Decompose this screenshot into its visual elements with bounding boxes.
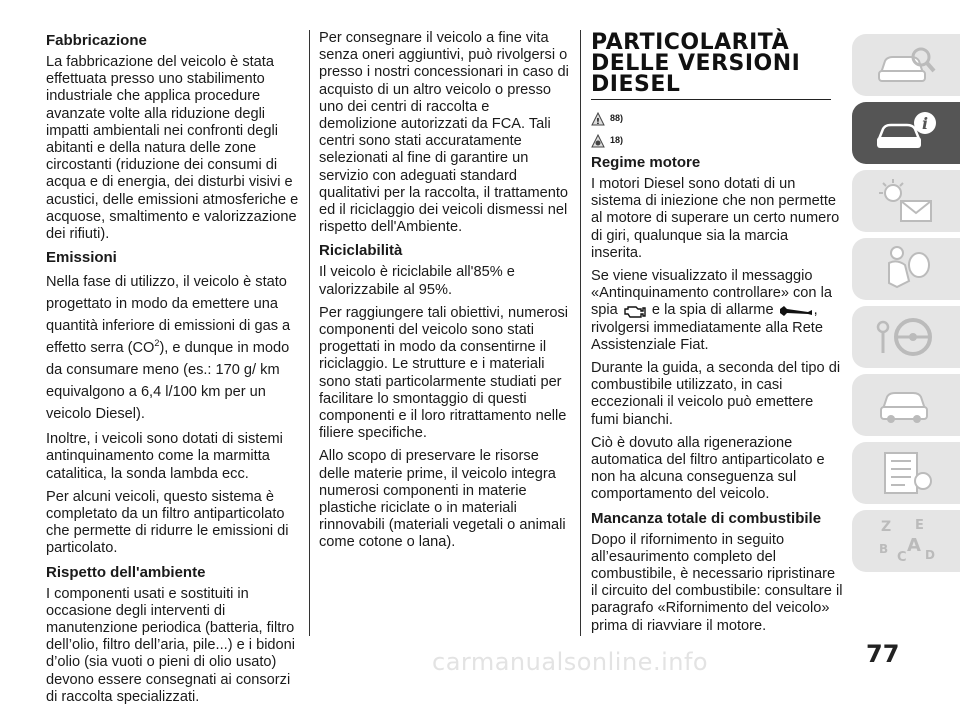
svg-text:B: B [879, 542, 889, 556]
column-divider-1 [309, 30, 310, 636]
svg-text:D: D [925, 548, 935, 562]
car-info-icon [871, 107, 941, 159]
column-left [46, 30, 301, 712]
wrench-alarm-light-icon [778, 303, 814, 319]
paragraph-fabbricazione: La fabbricazione del veicolo è stata effettuata presso uno stabilimento industriale che applica procedure avanzate volte alla riduzione degli impatti ambientali nei confronti degli abitanti e della natura delle zone circostanti (riduzione dei consumi di acqua e di energia, dei disturbi visivi e acustici, delle emissioni atmosferiche e acquose, smaltimento e valorizzazione dei rifiuti). [46, 54, 299, 243]
heading-fabbricazione: Fabbricazione [46, 32, 147, 49]
subscript-2: 2 [154, 338, 160, 349]
heading-emissioni: Emissioni [46, 249, 117, 267]
chapter-tabs [852, 34, 960, 578]
paragraph-emissioni-2: Inoltre, i veicoli sono dotati di sistemi antinquinamento come la marmitta catalitica, la sonda lambda ecc. [46, 431, 283, 482]
tab-starting-driving[interactable] [852, 306, 960, 368]
tab-maintenance[interactable] [852, 442, 960, 504]
paragraph-consegna: Per consegnare il veicolo a fine vita senza oneri aggiuntivi, può rivolgersi o presso i nostri concessionari in caso di acquisto di un altro veicolo o presso uno dei centri di raccolta e demolizione autorizzati da FCA. Tali centri sono stati accuratamente selezionati al fine di garantire un servizio con adeguati standard qualitativi per la raccolta, il trattamento ed il riciclaggio dei veicoli dismessi nel rispetto dell'Ambiente. [319, 30, 569, 236]
warning-lights-icon [871, 175, 941, 227]
heading-regime-motore: Regime motore [591, 154, 701, 171]
watermark: carmanualsonline.info [432, 648, 709, 676]
heading-mancanza-combustibile: Mancanza totale di combustibile [591, 509, 822, 527]
paragraph-riciclabilita-1: Il veicolo è riciclabile all'85% e valorizzabile al 95%. [319, 264, 515, 298]
alphabetical-index-icon [871, 515, 941, 567]
svg-text:!: ! [596, 117, 600, 126]
svg-text:i: i [921, 114, 929, 133]
svg-text:A: A [907, 535, 921, 556]
paragraph-messaggio: Se viene visualizzato il messaggio «Antinquinamento controllare» con la spia e la spia di allarme , rivolgersi immediatamente alla Rete Assistenziale Fiat. [591, 268, 832, 353]
car-breakdown-icon [871, 379, 941, 431]
column-middle [319, 30, 569, 558]
paragraph-emissioni-1: Nella fase di utilizzo, il veicolo è stato progettato in modo da emettere una quantità inferiore di emissioni di gas a effetto serra $(CO^2)$, e dunque in modo da consumare meno (es.: 170 g/ km equivalgono a 6,4 l/100 km per un veicolo Diesel). [46, 274, 291, 423]
maintenance-list-icon [871, 447, 941, 499]
column-right [591, 30, 843, 641]
tab-car-overview[interactable] [852, 34, 960, 96]
environment-icon [591, 134, 605, 148]
warning-reference-2: 18) [591, 130, 843, 152]
paragraph-emissioni-3: Per alcuni veicoli, questo sistema è completato da un filtro antiparticolato che permette di ridurre le emissioni di particolato. [46, 488, 289, 557]
svg-text:C: C [897, 550, 907, 565]
page-number: 77 [866, 640, 900, 668]
tab-warning-lights[interactable] [852, 170, 960, 232]
heading-riciclabilita: Riciclabilità [319, 242, 403, 260]
warning-reference-1: ! 88) [591, 108, 843, 130]
svg-text:E: E [915, 518, 924, 533]
paragraph-guida: Durante la guida, a seconda del tipo di combustibile utilizzato, in casi eccezionali il veicolo può emettere fumi bianchi. [591, 360, 841, 428]
warning-triangle-icon [591, 112, 605, 126]
paragraph-riciclabilita-2: Per raggiungere tali obiettivi, numerosi componenti del veicolo sono stati progettati in modo da consentirne il riciclaggio. Le strutture e i materiali sono stati particolarmente studiati per facilitare lo smontaggio di questi componenti e il loro ritrattamento nelle filiere specifiche. [319, 304, 569, 442]
paragraph-regime-motore: I motori Diesel sono dotati di un sistema di iniezione che non permette al motore di superare un certo numero di giri, qualunque sia la marcia inserita. [591, 176, 840, 261]
steering-key-icon [871, 311, 941, 363]
tab-index[interactable] [852, 510, 960, 572]
heading-rispetto-ambiente: Rispetto dell'ambiente [46, 563, 206, 581]
tab-safety[interactable] [852, 238, 960, 300]
paragraph-mancanza-combustibile: Dopo il rifornimento in seguito all’esaurimento completo del combustibile, è necessario ripristinare il circuito del combustibile: consultare il paragrafo «Rifornimento del veicolo» prima di riavviare il motore. [591, 531, 843, 634]
svg-text:Z: Z [881, 519, 892, 535]
car-magnifier-icon [871, 39, 941, 91]
paragraph-riciclabilita-3: Allo scopo di preservare le risorse delle materie prime, il veicolo integra numerosi componenti in materie plastiche riciclate o in materiali rinnovabili (materiali vegetali o animali come cotone o lana). [319, 448, 566, 551]
engine-warning-light-icon [622, 303, 648, 319]
paragraph-rigenerazione: Ciò è dovuto alla rigenerazione automatica del filtro antiparticolato e non ha alcuna conseguenza sul comportamento del veicolo. [591, 434, 825, 503]
paragraph-rispetto-ambiente: I componenti usati e sostituiti in occasione degli interventi di manutenzione periodica (batteria, filtro dell’olio, filtro dell’aria, pile...) e i bidoni d’olio (sia vuoti o pieni di olio usato) devono essere consegnati ai consorzi di raccolta specializzati. [46, 585, 296, 705]
airbag-person-icon [871, 243, 941, 295]
tab-car-info[interactable] [852, 102, 960, 164]
section-title: PARTICOLARITÀ DELLE VERSIONI DIESEL [591, 30, 801, 97]
column-divider-2 [580, 30, 581, 636]
tab-emergency[interactable] [852, 374, 960, 436]
section-title-rule [591, 99, 831, 100]
